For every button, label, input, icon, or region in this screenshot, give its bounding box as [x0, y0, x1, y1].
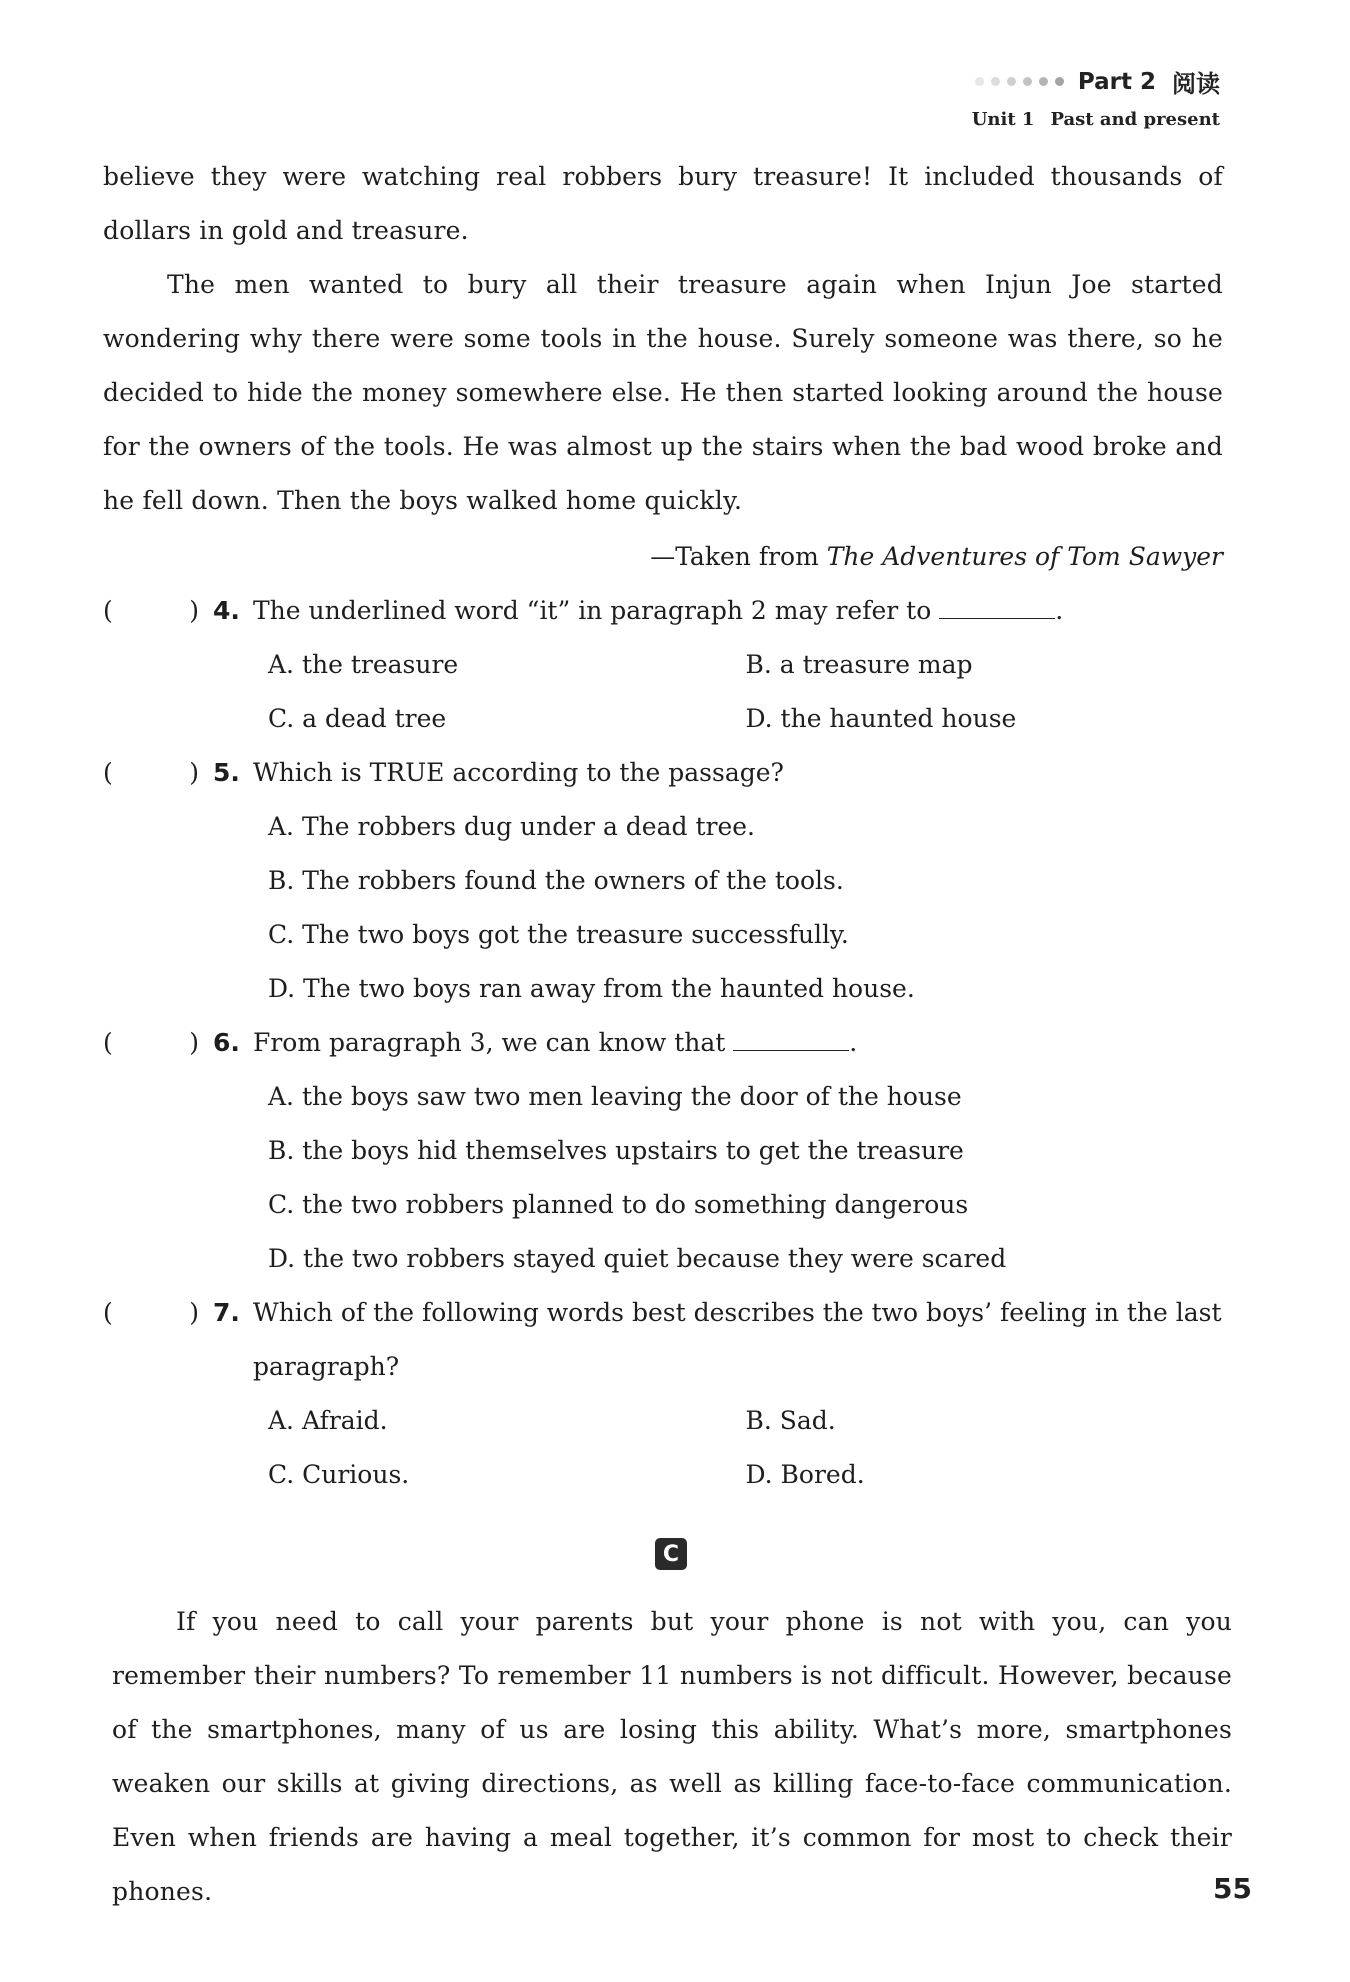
reading-content: [103, 150, 1223, 1502]
option-row: [268, 1394, 1223, 1448]
question-end: .: [849, 1028, 858, 1057]
question-number: 4.: [213, 596, 240, 625]
option-b[interactable]: B. the boys hid themselves upstairs to get the treasure: [268, 1136, 964, 1165]
option-d[interactable]: D. The two boys ran away from the haunted house.: [268, 974, 915, 1003]
question-7-options: [103, 1394, 1223, 1502]
option-d[interactable]: D. the two robbers stayed quiet because they were scared: [268, 1244, 1007, 1273]
question-7: [103, 1286, 1223, 1394]
source-title: The Adventures of Tom Sawyer: [826, 542, 1223, 571]
part-label: Part 2: [1077, 68, 1156, 95]
dot-icon: [991, 77, 1000, 86]
question-text: [253, 1016, 1223, 1070]
answer-blank[interactable]: [939, 598, 1055, 619]
option-a[interactable]: A. Afraid.: [268, 1406, 388, 1435]
section-c-badge: C: [655, 1538, 687, 1570]
passage-source: [103, 530, 1223, 584]
part-chinese-label: 阅读: [1172, 70, 1220, 98]
unit-label: Unit 1: [971, 109, 1035, 130]
dot-icon: [975, 77, 984, 86]
question-text: [253, 584, 1223, 638]
option-a[interactable]: A. the treasure: [268, 650, 459, 679]
answer-bracket[interactable]: ( ): [103, 1298, 199, 1327]
passage-c-paragraph: If you need to call your parents but your phone is not with you, can you remember their numbers? To remember 11 numbers is not difficult. However, because of the smartphones, many of us are losing this ability. What’s more, smartphones weaken our skills at giving directions, as well as killing face-to-face communication. Even when friends are having a meal together, it’s common for most to check their phones.: [112, 1607, 1232, 1906]
option-a[interactable]: A. the boys saw two men leaving the door of the house: [268, 1082, 962, 1111]
passage-paragraph: believe they were watching real robbers bury treasure! It included thousands of dollars in gold and treasure.: [103, 162, 1223, 245]
question-stem: The underlined word “it” in paragraph 2 may refer to: [253, 596, 932, 625]
dot-icon: [1007, 77, 1016, 86]
question-text: Which of the following words best describes the two boys’ feeling in the last paragraph?: [253, 1298, 1222, 1381]
option-b[interactable]: B. Sad.: [745, 1406, 836, 1435]
option-a[interactable]: A. The robbers dug under a dead tree.: [268, 812, 755, 841]
option-d[interactable]: D. Bored.: [745, 1460, 865, 1489]
unit-line: [972, 109, 1220, 130]
unit-title: Past and present: [1050, 109, 1220, 130]
option-row: [268, 1448, 1223, 1502]
answer-bracket[interactable]: ( ): [103, 1028, 199, 1057]
question-number: 7.: [213, 1298, 240, 1327]
question-end: .: [1055, 596, 1064, 625]
question-5-options: [103, 800, 1223, 1016]
passage-c: [112, 1595, 1232, 1919]
option-c[interactable]: C. The two boys got the treasure successfully.: [268, 920, 849, 949]
option-c[interactable]: C. a dead tree: [268, 704, 447, 733]
question-text: Which is TRUE according to the passage?: [253, 758, 784, 787]
option-b[interactable]: B. a treasure map: [745, 650, 973, 679]
question-6-options: [103, 1070, 1223, 1286]
option-d[interactable]: D. the haunted house: [745, 704, 1017, 733]
option-c[interactable]: C. the two robbers planned to do something dangerous: [268, 1190, 969, 1219]
page-header: [972, 64, 1220, 130]
dot-icon: [1055, 77, 1064, 86]
question-5: [103, 746, 1223, 800]
page-number: 55: [1213, 1872, 1252, 1905]
option-row: [268, 692, 1223, 746]
question-4: [103, 584, 1223, 638]
question-4-options: [103, 638, 1223, 746]
answer-bracket[interactable]: ( ): [103, 758, 199, 787]
question-6: [103, 1016, 1223, 1070]
question-number: 5.: [213, 758, 240, 787]
header-top: [972, 64, 1220, 99]
question-number: 6.: [213, 1028, 240, 1057]
source-prefix: —Taken from: [650, 542, 827, 571]
answer-blank[interactable]: [733, 1030, 849, 1051]
passage-paragraph: The men wanted to bury all their treasure again when Injun Joe started wondering why there were some tools in the house. Surely someone was there, so he decided to hide the money somewhere else. He then started looking around the house for the owners of the tools. He was almost up the stairs when the bad wood broke and he fell down. Then the boys walked home quickly.: [103, 270, 1223, 515]
option-b[interactable]: B. The robbers found the owners of the tools.: [268, 866, 844, 895]
question-stem: From paragraph 3, we can know that: [253, 1028, 726, 1057]
dot-icon: [1023, 77, 1032, 86]
answer-bracket[interactable]: ( ): [103, 596, 199, 625]
option-c[interactable]: C. Curious.: [268, 1460, 410, 1489]
option-row: [268, 638, 1223, 692]
dot-icon: [1039, 77, 1048, 86]
decorative-dots: [975, 77, 1064, 86]
